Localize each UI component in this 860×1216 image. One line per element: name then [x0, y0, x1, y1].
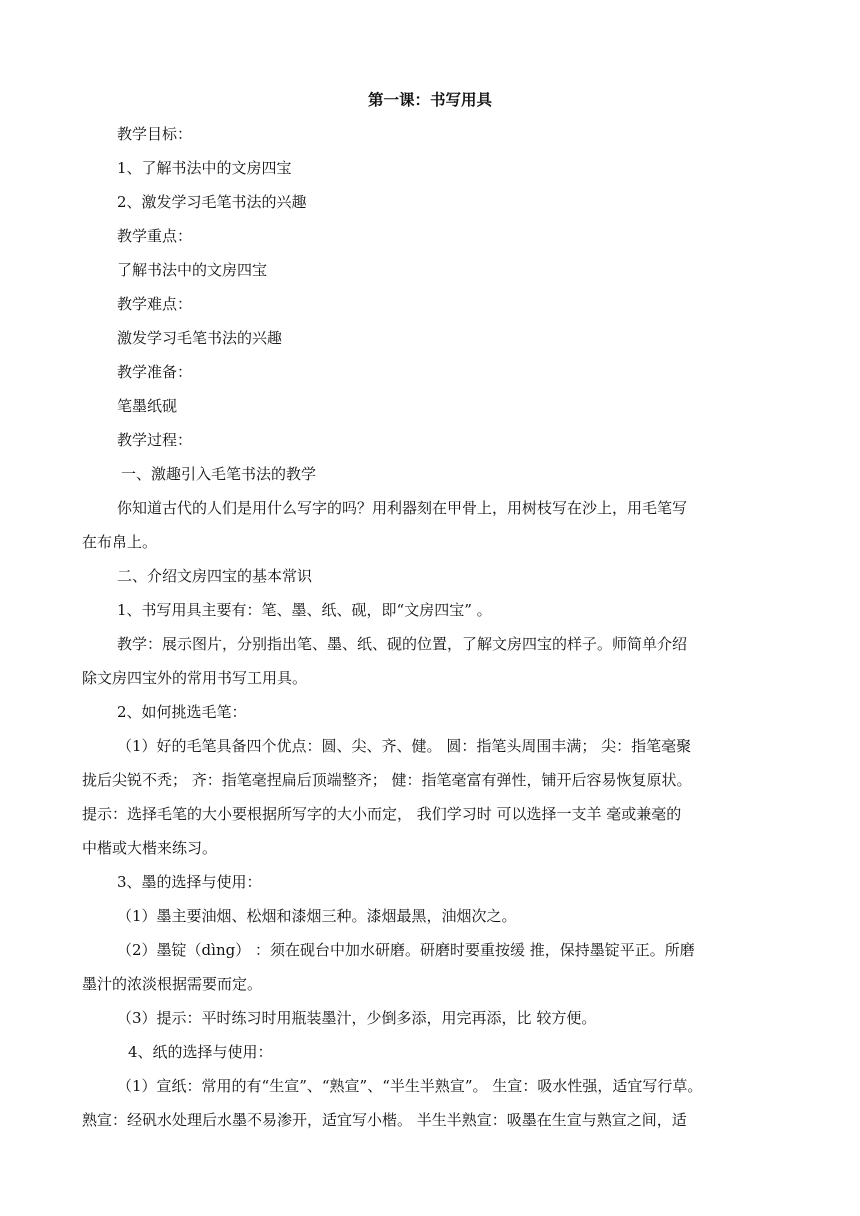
subsection-heading-ink: 3、墨的选择与使用：	[117, 873, 262, 891]
paragraph-line: 教学：展示图片，分别指出笔、墨、纸、砚的位置，了解文房四宝的样子。师简单介绍	[117, 635, 688, 653]
subsection-heading-paper: 4、纸的选择与使用：	[128, 1043, 273, 1061]
paragraph-line: 墨汁的浓淡根据需要而定。	[82, 975, 263, 993]
subsection-heading-brush: 2、如何挑选毛笔：	[117, 703, 247, 721]
paragraph-line: 中楷或大楷来练习。	[82, 839, 218, 857]
heading-difficulties: 教学难点：	[117, 295, 193, 313]
difficulty-text: 激发学习毛笔书法的兴趣	[117, 329, 283, 347]
paragraph-line: （3）提示：平时练习时用瓶装墨汁，少倒多添，用完再添，比 较方便。	[117, 1009, 597, 1027]
lesson-title: 第一课：书写用具	[367, 91, 492, 109]
paragraph-line: 拢后尖锐不秃； 齐：指笔毫捏扁后顶端整齐； 健：指笔毫富有弹性，铺开后容易恢复原状。	[82, 771, 692, 789]
paragraph-line: （1）好的毛笔具备四个优点：圆、尖、齐、健。 圆：指笔头周围丰满； 尖：指笔毫聚	[117, 737, 692, 755]
section-heading-2: 二、介绍文房四宝的基本常识	[117, 567, 313, 585]
section-heading-1: 一、激趣引入毛笔书法的教学	[121, 465, 317, 483]
paragraph-line: 1、书写用具主要有：笔、墨、纸、砚，即“文房四宝” 。	[117, 601, 492, 619]
goal-item-2: 2、激发学习毛笔书法的兴趣	[117, 193, 307, 211]
paragraph-line: 在布帛上。	[82, 533, 158, 551]
paragraph-line: 除文房四宝外的常用书写工用具。	[82, 669, 308, 687]
heading-process: 教学过程：	[117, 431, 193, 449]
paragraph-line: （2）墨锭（dìng） ：须在砚台中加水研磨。研磨时要重按缓 推，保持墨锭平正。所磨	[117, 941, 695, 959]
paragraph-line: 提示：选择毛笔的大小要根据所写字的大小而定， 我们学习时 可以选择一支羊 毫或兼毫的	[82, 805, 682, 823]
goal-item-1: 1、了解书法中的文房四宝	[117, 159, 292, 177]
key-point-text: 了解书法中的文房四宝	[117, 261, 268, 279]
paragraph-line: （1）宣纸：常用的有“生宣”、“熟宣”、“半生半熟宣”。 生宣：吸水性强，适宜写行草。	[117, 1077, 703, 1095]
paragraph-line: 熟宣：经矾水处理后水墨不易渗开，适宜写小楷。 半生半熟宣：吸墨在生宣与熟宣之间，适	[82, 1111, 687, 1129]
paragraph-line: （1）墨主要油烟、松烟和漆烟三种。漆烟最黑，油烟次之。	[117, 907, 517, 925]
heading-teaching-goals: 教学目标：	[117, 125, 193, 143]
heading-preparation: 教学准备：	[117, 363, 193, 381]
preparation-text: 笔墨纸砚	[117, 397, 178, 415]
paragraph-line: 你知道古代的人们是用什么写字的吗？用利器刻在甲骨上，用树枝写在沙上，用毛笔写	[117, 499, 688, 517]
heading-key-points: 教学重点：	[117, 227, 193, 245]
